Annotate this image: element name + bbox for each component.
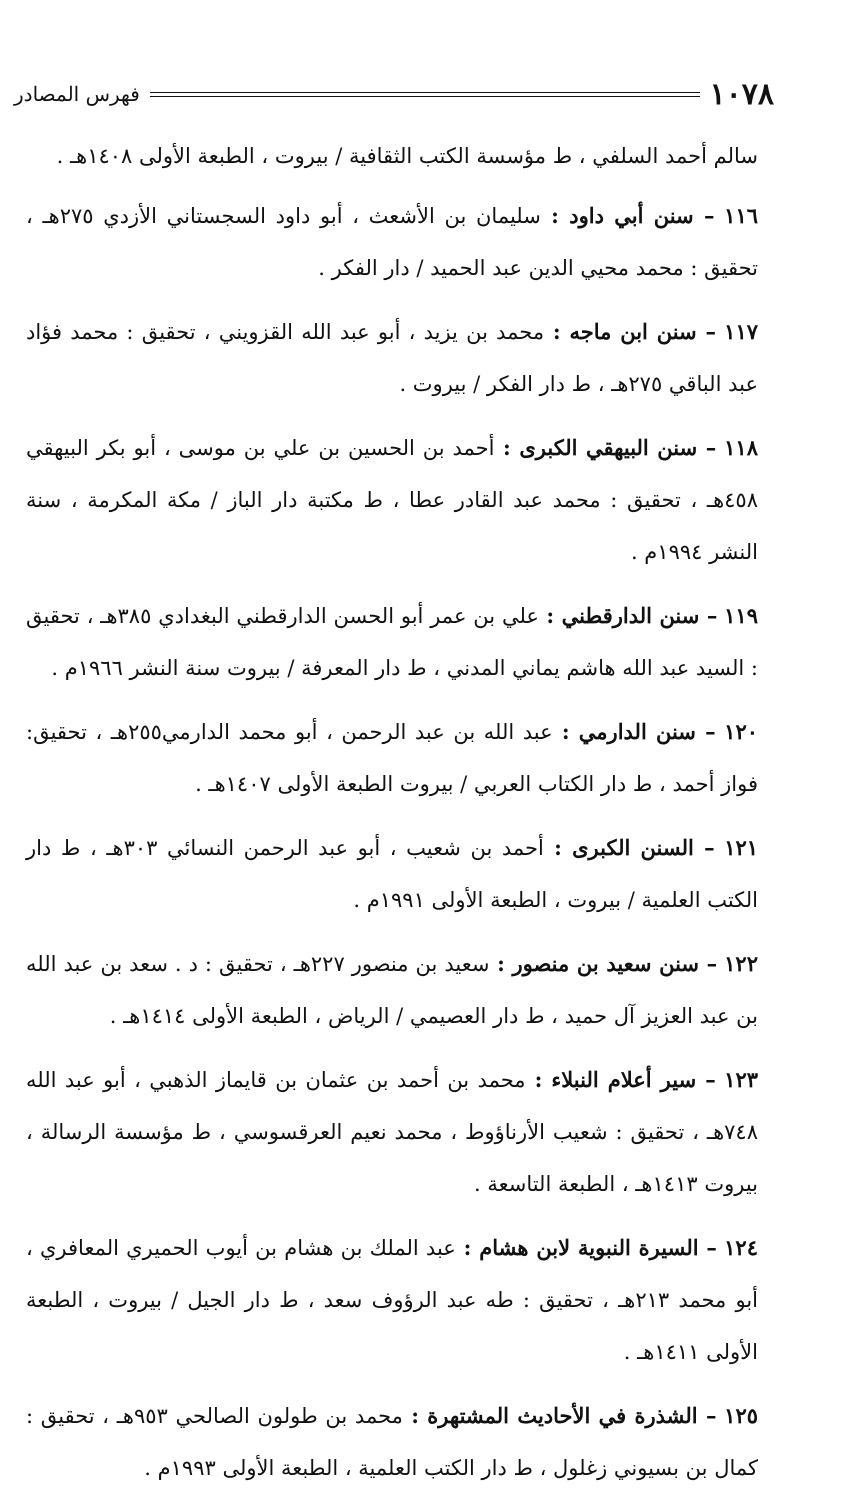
reference-entry: ١٢٠ – سنن الدارمي : عبد الله بن عبد الرحمن ، أبو محمد الدارمي٢٥٥هـ ، تحقيق: فواز أحمد ، ط دار الكتاب العربي / بيروت الطبعة الأولى ١٤٠٧هـ . xyxy=(26,719,759,796)
entry-title: السنن الكبرى xyxy=(572,835,694,860)
running-title: فهرس المصادر xyxy=(14,82,140,106)
entry-title: سنن الدارمي xyxy=(578,719,696,744)
entry-text: أحمد بن شعيب ، أبو عبد الرحمن النسائي ٣٠٣هـ ، ط دار الكتب العلمية / بيروت ، الطبعة الأولى ١٩٩١م . xyxy=(26,836,758,912)
continuation-text: سالم أحمد السلفي ، ط مؤسسة الكتب الثقافية / بيروت ، الطبعة الأولى ١٤٠٨هـ . xyxy=(56,144,758,168)
entry-text: سليمان بن الأشعث ، أبو داود السجستاني الأزدي ٢٧٥هـ ، تحقيق : محمد محيي الدين عبد الحميد / دار الفكر . xyxy=(26,204,758,280)
entry-title: سنن سعيد بن منصور xyxy=(512,951,699,976)
entry-number: ١٢٤ xyxy=(724,1235,758,1260)
entry-title: سير أعلام النبلاء xyxy=(551,1067,697,1092)
reference-entry: ١٢٢ – سنن سعيد بن منصور : سعيد بن منصور ٢٢٧هـ ، تحقيق : د . سعد بن عبد الله بن عبد العزيز آل حميد ، ط دار العصيمي / الرياض ، الطبعة الأولى ١٤١٤هـ . xyxy=(26,951,758,1028)
page-header xyxy=(14,72,774,116)
reference-entry: ١١٨ – سنن البيهقي الكبرى : أحمد بن الحسين بن علي بن موسى ، أبو بكر البيهقي ٤٥٨هـ ، تحقيق : محمد عبد القادر عطا ، ط مكتبة دار الباز / مكة المكرمة ، سنة النشر ١٩٩٤م . xyxy=(26,435,758,564)
entry-title: سنن أبي داود xyxy=(569,203,694,228)
entry-number: ١٢١ xyxy=(724,835,759,860)
entry-title: السيرة النبوية لابن هشام xyxy=(479,1235,699,1260)
reference-entry: ١١٩ – سنن الدارقطني : علي بن عمر أبو الحسن الدارقطني البغدادي ٣٨٥هـ ، تحقيق : السيد عبد الله هاشم يماني المدني ، ط دار المعرفة / بيروت سنة النشر ١٩٦٦م . xyxy=(26,603,758,680)
entry-number: ١١٦ xyxy=(724,203,759,228)
entry-title: سنن البيهقي الكبرى xyxy=(519,435,698,460)
entry-number: ١٢٣ xyxy=(724,1067,759,1092)
entry-title: سنن ابن ماجه xyxy=(569,319,697,344)
entry-number: ١٢٢ xyxy=(724,951,758,976)
entry-number: ١١٧ xyxy=(724,319,759,344)
entry-title: الشذرة في الأحاديث المشتهرة xyxy=(427,1403,698,1428)
entry-text: محمد بن أحمد بن عثمان بن قايماز الذهبي ، أبو عبد الله ٧٤٨هـ ، تحقيق : شعيب الأرناؤوط ، محمد نعيم العرقسوسي ، ط مؤسسة الرسالة ، بيروت ١٤١٣هـ ، الطبعة التاسعة . xyxy=(26,1068,758,1196)
reference-entry: ١٢٥ – الشذرة في الأحاديث المشتهرة : محمد بن طولون الصالحي ٩٥٣هـ ، تحقيق : كمال بن بسيوني زغلول ، ط دار الكتب العلمية ، الطبعة الأولى ١٩٩٣م . xyxy=(26,1403,759,1480)
entry-text: أحمد بن الحسين بن علي بن موسى ، أبو بكر البيهقي ٤٥٨هـ ، تحقيق : محمد عبد القادر عطا ، ط مكتبة دار الباز / مكة المكرمة ، سنة النشر ١٩٩٤م . xyxy=(26,436,758,564)
entry-text: علي بن عمر أبو الحسن الدارقطني البغدادي ٣٨٥هـ ، تحقيق : السيد عبد الله هاشم يماني المدني ، ط دار المعرفة / بيروت سنة النشر ١٩٦٦م . xyxy=(26,604,758,680)
reference-entry: ١١٦ – سنن أبي داود : سليمان بن الأشعث ، أبو داود السجستاني الأزدي ٢٧٥هـ ، تحقيق : محمد محيي الدين عبد الحميد / دار الفكر . xyxy=(26,203,759,280)
page-number: ١٠٧٨ xyxy=(709,76,774,112)
entry-text: محمد بن يزيد ، أبو عبد الله القزويني ، تحقيق : محمد فؤاد عبد الباقي ٢٧٥هـ ، ط دار الفكر / بيروت . xyxy=(26,320,758,396)
entry-number: ١٢٥ xyxy=(724,1403,759,1428)
entry-number: ١٢٠ xyxy=(724,719,759,744)
entry-text: محمد بن طولون الصالحي ٩٥٣هـ ، تحقيق : كمال بن بسيوني زغلول ، ط دار الكتب العلمية ، الطبعة الأولى ١٩٩٣م . xyxy=(26,1404,758,1480)
reference-entry: ١٢٣ – سير أعلام النبلاء : محمد بن أحمد بن عثمان بن قايماز الذهبي ، أبو عبد الله ٧٤٨هـ ، تحقيق : شعيب الأرناؤوط ، محمد نعيم العرقسوسي ، ط مؤسسة الرسالة ، بيروت ١٤١٣هـ ، الطبعة التاسعة . xyxy=(26,1067,759,1196)
header-rule xyxy=(150,92,700,97)
reference-entry: ١٢١ – السنن الكبرى : أحمد بن شعيب ، أبو عبد الرحمن النسائي ٣٠٣هـ ، ط دار الكتب العلمية / بيروت ، الطبعة الأولى ١٩٩١م . xyxy=(26,835,759,912)
reference-entry: ١٢٤ – السيرة النبوية لابن هشام : عبد الملك بن هشام بن أيوب الحميري المعافري ، أبو محمد ٢١٣هـ ، تحقيق : طه عبد الرؤوف سعد ، ط دار الجيل / بيروت ، الطبعة الأولى ١٤١١هـ . xyxy=(26,1235,758,1364)
entry-title: سنن الدارقطني xyxy=(561,603,700,628)
references-list xyxy=(26,130,758,1506)
entry-text: سعيد بن منصور ٢٢٧هـ ، تحقيق : د . سعد بن عبد الله بن عبد العزيز آل حميد ، ط دار العصيمي / الرياض ، الطبعة الأولى ١٤١٤هـ . xyxy=(26,952,758,1028)
entry-text: عبد الله بن عبد الرحمن ، أبو محمد الدارمي٢٥٥هـ ، تحقيق: فواز أحمد ، ط دار الكتاب العربي / بيروت الطبعة الأولى ١٤٠٧هـ . xyxy=(26,720,758,796)
entry-text: عبد الملك بن هشام بن أيوب الحميري المعافري ، أبو محمد ٢١٣هـ ، تحقيق : طه عبد الرؤوف سعد ، ط دار الجيل / بيروت ، الطبعة الأولى ١٤١١هـ . xyxy=(26,1236,758,1364)
reference-entry: ١١٧ – سنن ابن ماجه : محمد بن يزيد ، أبو عبد الله القزويني ، تحقيق : محمد فؤاد عبد الباقي ٢٧٥هـ ، ط دار الفكر / بيروت . xyxy=(26,319,759,396)
entry-number: ١١٩ xyxy=(724,603,758,628)
entry-number: ١١٨ xyxy=(724,435,758,460)
